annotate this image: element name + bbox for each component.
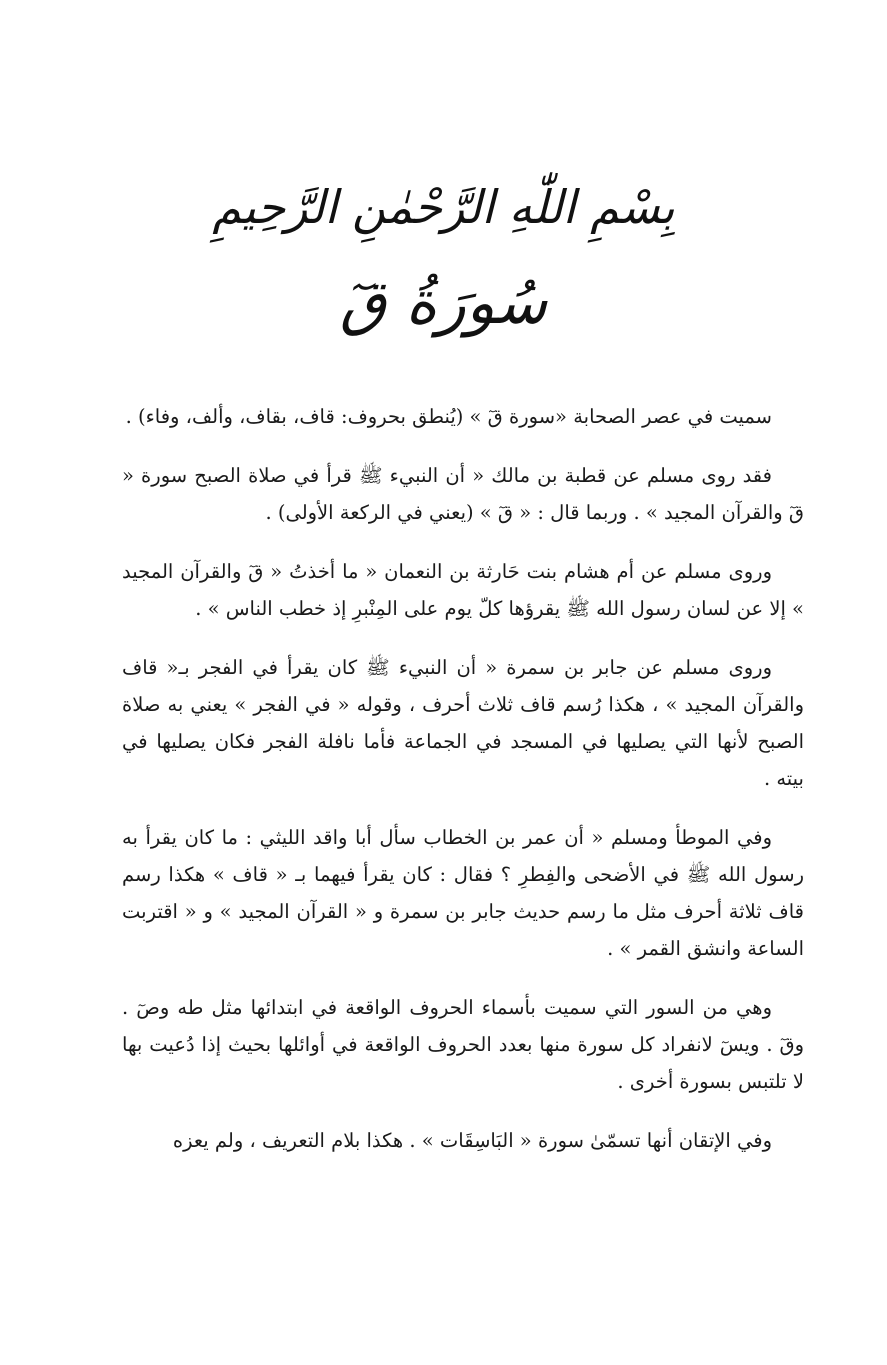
paragraph-1: سميت في عصر الصحابة «سورة قٓ » (يُنطق بحروف: قاف، بقاف، وألف، وفاء) . <box>125 405 772 428</box>
paragraph-5: وفي الموطأ ومسلم « أن عمر بن الخطاب سأل أبا واقد الليثي : ما كان يقرأ به رسول الله ﷺ في الأضحى والفِطرِ ؟ فقال : كان يقرأ فيهما بـ « قاف » هكذا رسم قاف ثلاثة أحرف مثل ما رسم حديث جابر بن سمرة و « القرآن المجيد » و « اقتربت الساعة وانشق القمر » . <box>122 826 804 960</box>
surah-title: سُورَةُ قٓ <box>339 268 548 338</box>
body-text <box>122 398 804 1181</box>
paragraph-4: وروى مسلم عن جابر بن سمرة « أن النبيء ﷺ كان يقرأ في الفجر بـ« قاف والقرآن المجيد » ، هكذا رُسم قاف ثلاث أحرف ، وقوله « في الفجر » يعني به صلاة الصبح لأنها التي يصليها في المسجد في الجماعة فأما نافلة الفجر فكان يصليها في بيته . <box>122 656 804 790</box>
paragraph-7: وفي الإتقان أنها تسمّىٰ سورة « البَاسِقَات » . هكذا بلام التعريف ، ولم يعزه <box>172 1129 772 1152</box>
basmala-heading: بِسْمِ اللّٰهِ الرَّحْمٰنِ الرَّحِيمِ <box>212 180 675 234</box>
paragraph-6: وهي من السور التي سميت بأسماء الحروف الواقعة في ابتدائها مثل طه وصٓ . وقٓ . ويسٓ لانفراد كل سورة منها بعدد الحروف الواقعة في أوائلها بحيث إذا دُعيت بها لا تلتبس بسورة أخرى . <box>122 996 804 1093</box>
paragraph-2: فقد روى مسلم عن قطبة بن مالك « أن النبيء ﷺ قرأ في صلاة الصبح سورة « قٓ والقرآن المجيد » . وربما قال : « قٓ » (يعني في الركعة الأولى) . <box>122 464 804 524</box>
paragraph-3: وروى مسلم عن أم هشام بنت حَارثة بن النعمان « ما أخذتُ « قٓ والقرآن المجيد » إلا عن لسان رسول الله ﷺ يقرؤها كلّ يوم على المِنْبرِ إذ خطب الناس » . <box>122 560 804 620</box>
